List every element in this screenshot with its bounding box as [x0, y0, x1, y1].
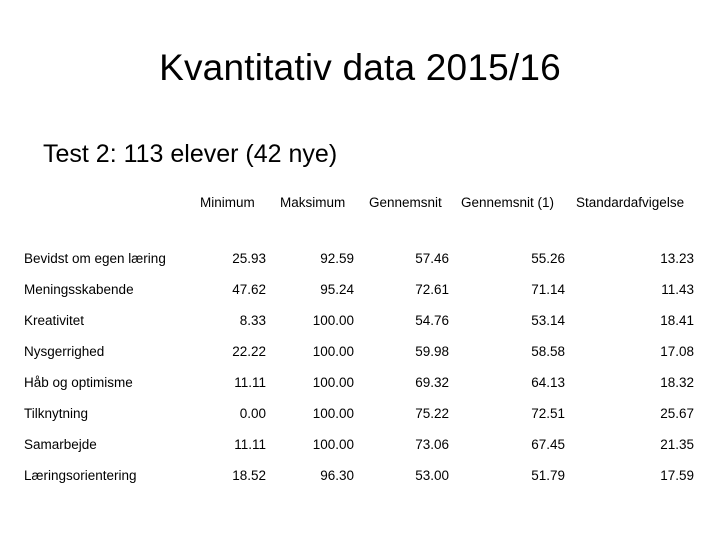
cell-gennemsnit: 57.46 [415, 251, 449, 266]
header-gennemsnit: Gennemsnit [369, 195, 442, 210]
cell-maksimum: 100.00 [312, 437, 354, 452]
row-label: Kreativitet [24, 313, 85, 328]
table-row [0, 434, 720, 483]
row-label: Læringsorientering [24, 468, 137, 483]
row-label: Tilknytning [24, 406, 89, 421]
cell-gennemsnit: 69.32 [415, 375, 449, 390]
cell-minimum: 8.33 [239, 313, 266, 328]
table-row [0, 341, 720, 390]
table-row [0, 372, 720, 421]
cell-gennemsnit: 59.98 [415, 344, 449, 359]
cell-gennemsnit: 54.76 [415, 313, 449, 328]
cell-standardafvigelse: 17.08 [660, 344, 694, 359]
cell-maksimum: 100.00 [312, 313, 354, 328]
data-table [0, 193, 720, 483]
table-row [0, 310, 720, 359]
cell-standardafvigelse: 11.43 [661, 282, 694, 297]
cell-minimum: 18.52 [232, 468, 266, 483]
cell-gennemsnit-1: 58.58 [531, 344, 565, 359]
cell-standardafvigelse: 13.23 [660, 251, 694, 266]
table-row [0, 279, 720, 328]
row-label: Bevidst om egen læring [24, 251, 166, 266]
cell-gennemsnit: 75.22 [415, 406, 449, 421]
cell-gennemsnit-1: 53.14 [531, 313, 565, 328]
cell-gennemsnit-1: 64.13 [531, 375, 565, 390]
table-header-row [0, 193, 720, 217]
slide-title: Kvantitativ data 2015/16 [159, 47, 561, 88]
cell-maksimum: 100.00 [312, 406, 354, 421]
cell-minimum: 22.22 [232, 344, 266, 359]
cell-standardafvigelse: 18.32 [660, 375, 694, 390]
row-label: Håb og optimisme [24, 375, 133, 390]
cell-gennemsnit-1: 55.26 [531, 251, 565, 266]
cell-minimum: 47.62 [232, 282, 266, 297]
header-standardafvigelse: Standardafvigelse [576, 195, 685, 210]
cell-gennemsnit-1: 51.79 [531, 468, 565, 483]
cell-minimum: 0.00 [239, 406, 266, 421]
cell-maksimum: 95.24 [320, 282, 354, 297]
cell-minimum: 11.11 [234, 437, 266, 452]
table-row [0, 248, 720, 297]
cell-gennemsnit: 53.00 [415, 468, 449, 483]
cell-maksimum: 100.00 [312, 344, 354, 359]
cell-maksimum: 92.59 [320, 251, 354, 266]
table-row [0, 403, 720, 452]
cell-minimum: 25.93 [232, 251, 266, 266]
row-label: Nysgerrighed [24, 344, 105, 359]
slide-subtitle: Test 2: 113 elever (42 nye) [43, 140, 338, 168]
cell-standardafvigelse: 25.67 [660, 406, 694, 421]
cell-standardafvigelse: 21.35 [660, 437, 694, 452]
cell-standardafvigelse: 18.41 [660, 313, 694, 328]
cell-gennemsnit-1: 67.45 [531, 437, 565, 452]
header-gennemsnit-1: Gennemsnit (1) [461, 195, 555, 210]
row-label: Samarbejde [24, 437, 97, 452]
header-maksimum: Maksimum [280, 195, 346, 210]
cell-minimum: 11.11 [234, 375, 266, 390]
cell-gennemsnit: 73.06 [415, 437, 449, 452]
cell-gennemsnit: 72.61 [415, 282, 449, 297]
header-minimum: Minimum [200, 195, 255, 210]
cell-maksimum: 96.30 [320, 468, 354, 483]
row-label: Meningsskabende [24, 282, 134, 297]
cell-gennemsnit-1: 71.14 [531, 282, 565, 297]
table-row [0, 217, 720, 266]
cell-standardafvigelse: 17.59 [660, 468, 694, 483]
cell-maksimum: 100.00 [312, 375, 354, 390]
cell-gennemsnit-1: 72.51 [531, 406, 565, 421]
